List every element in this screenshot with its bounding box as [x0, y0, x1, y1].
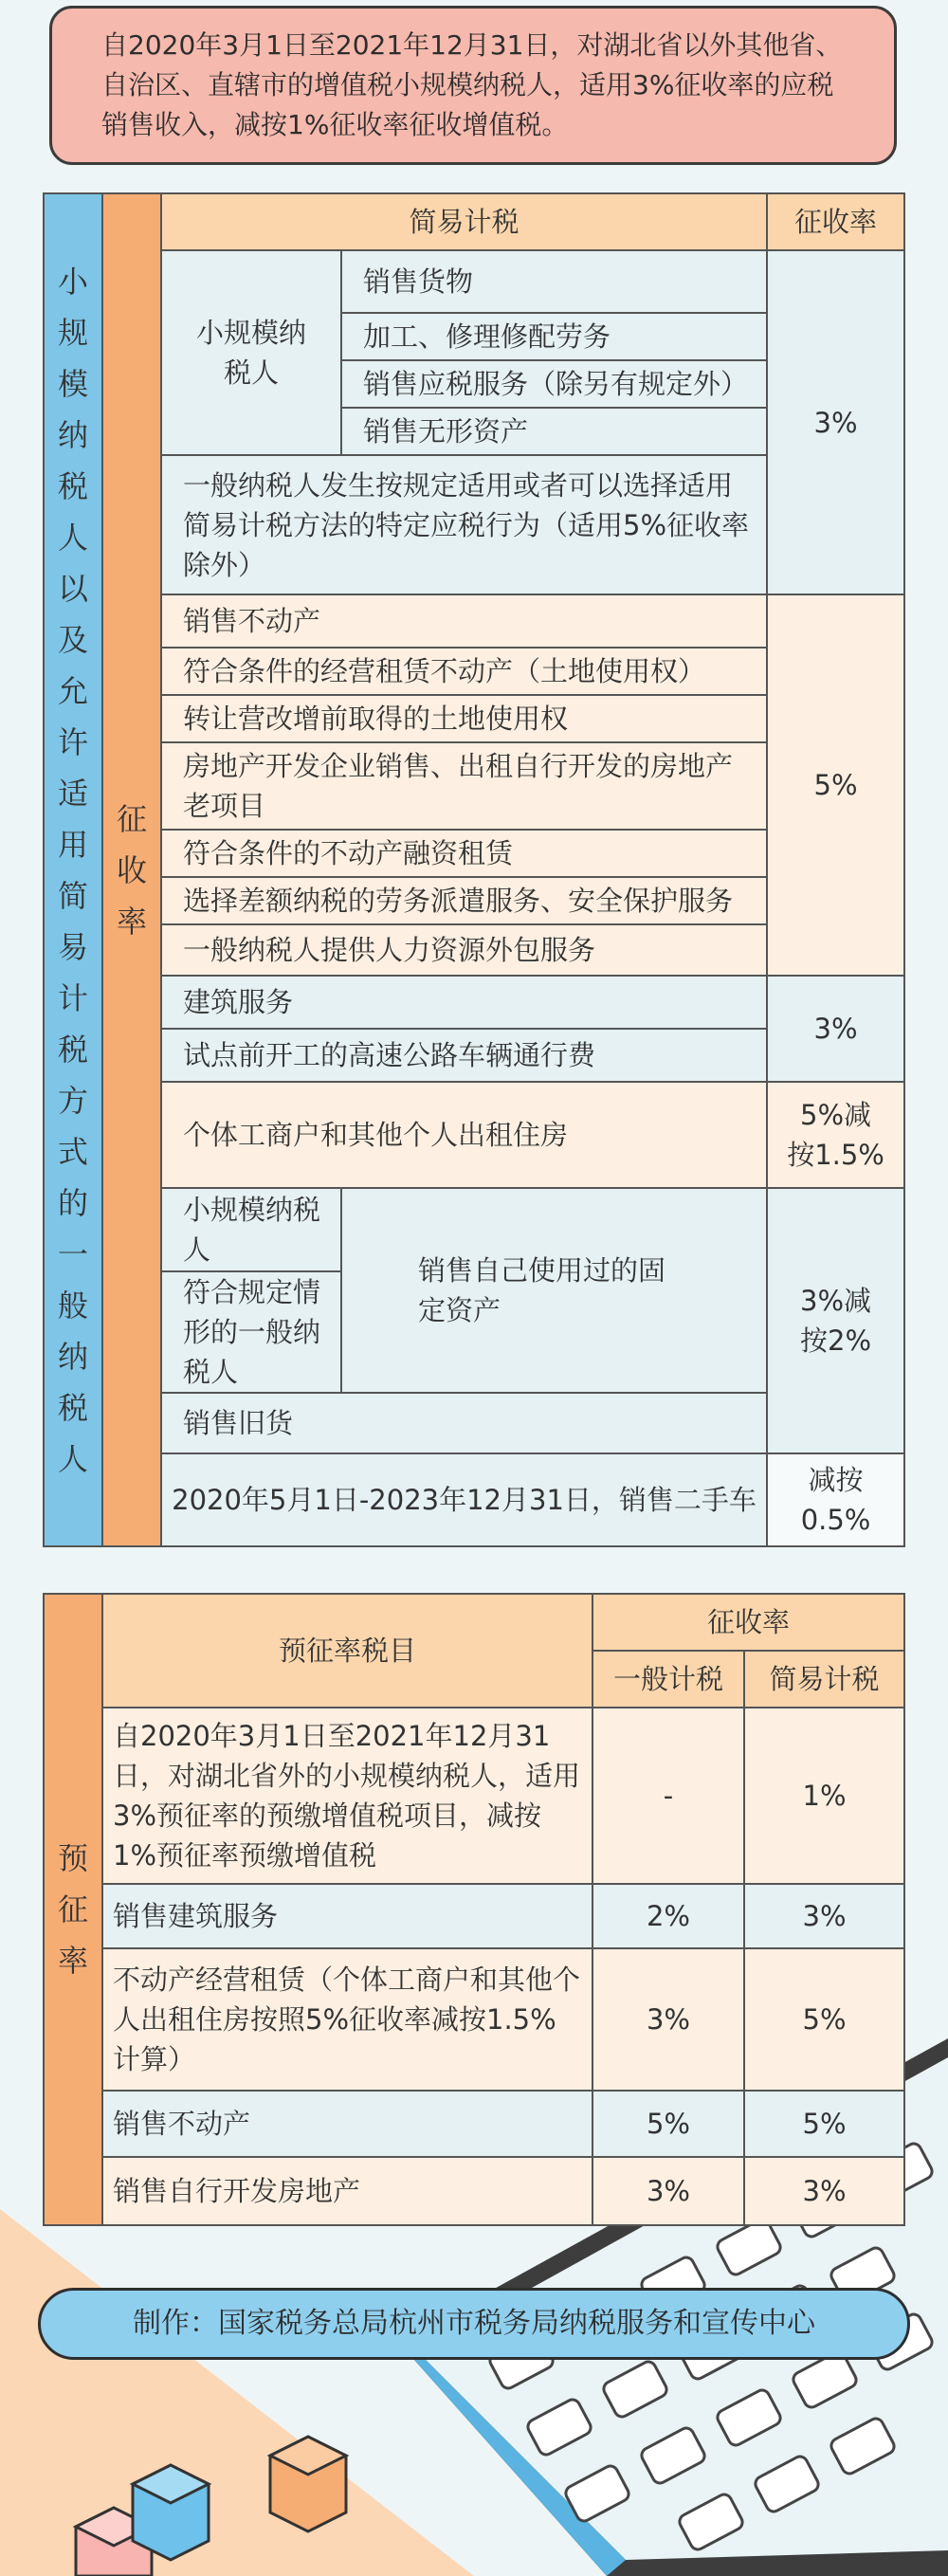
header-simple-tax: 简易计税	[161, 193, 767, 250]
table-row: 不动产经营租赁（个体工商户和其他个人出租住房按照5%征收率减按1.5%计算）	[102, 1948, 592, 2091]
table-cell: 3%	[592, 2157, 744, 2225]
table-row: 符合规定情形的一般纳税人	[161, 1271, 341, 1393]
table-cell: 3%	[744, 1884, 904, 1948]
header-general-tax: 一般计税	[592, 1651, 744, 1708]
table-cell: 5%	[592, 2091, 744, 2157]
rate-cell: 3%	[767, 250, 904, 594]
rate-cell: 5%	[767, 594, 904, 976]
table-row: 加工、修理修配劳务	[341, 313, 767, 360]
side-label-rate: 征收率	[102, 193, 161, 1546]
table-row: 一般纳税人提供人力资源外包服务	[161, 924, 767, 976]
rate-cell: 减按0.5%	[767, 1453, 904, 1546]
table-row: 销售货物	[341, 250, 767, 313]
header-simple-tax: 简易计税	[744, 1651, 904, 1708]
header-prepaid-item: 预征率税目	[102, 1594, 592, 1708]
table-row: 销售应税服务（除另有规定外）	[341, 360, 767, 408]
table-cell: 3%	[592, 1948, 744, 2091]
prepaid-rate-table	[43, 1593, 905, 2226]
table-cell: 5%	[744, 1948, 904, 2091]
header-rate: 征收率	[767, 193, 904, 250]
table-row: 销售无形资产	[341, 408, 767, 455]
simple-tax-rate-table	[43, 192, 905, 1547]
table-cell: -	[592, 1708, 744, 1884]
table-cell: 5%	[744, 2091, 904, 2157]
table-row: 选择差额纳税的劳务派遣服务、安全保护服务	[161, 877, 767, 924]
table-row: 符合条件的不动产融资租赁	[161, 830, 767, 877]
table-row: 个体工商户和其他个人出租住房	[161, 1082, 767, 1188]
side-label-taxpayers: 小规模纳税人以及允许适用简易计税方式的一般纳税人	[44, 193, 102, 1546]
table-row: 销售自己使用过的固定资产	[341, 1188, 767, 1393]
table-row: 销售不动产	[102, 2091, 592, 2157]
side-label-prepaid: 预征率	[44, 1594, 102, 2225]
footer-text: 制作：国家税务总局杭州市税务局纳税服务和宣传中心	[133, 2307, 815, 2340]
table-row: 销售旧货	[161, 1393, 767, 1453]
rate-cell: 3%	[767, 976, 904, 1082]
table-row: 转让营改增前取得的土地使用权	[161, 695, 767, 742]
table-row: 房地产开发企业销售、出租自行开发的房地产老项目	[161, 742, 767, 830]
rate-cell: 5%减按1.5%	[767, 1082, 904, 1188]
table-row: 一般纳税人发生按规定适用或者可以选择适用简易计税方法的特定应税行为（适用5%征收率除外）	[161, 455, 767, 594]
table-cell: 2%	[592, 1884, 744, 1948]
table-row: 销售不动产	[161, 594, 767, 648]
footer-credit	[38, 2288, 910, 2360]
table-cell: 1%	[744, 1708, 904, 1884]
table-row: 小规模纳税人	[161, 1188, 341, 1271]
table-row: 符合条件的经营租赁不动产（土地使用权）	[161, 648, 767, 695]
table-row: 销售自行开发房地产	[102, 2157, 592, 2225]
small-scale-taxpayer-label: 小规模纳税人	[161, 250, 341, 455]
notice-box	[49, 6, 897, 165]
table-row: 试点前开工的高速公路车辆通行费	[161, 1029, 767, 1082]
table-cell: 3%	[744, 2157, 904, 2225]
table-row: 销售建筑服务	[102, 1884, 592, 1948]
table-row: 2020年5月1日-2023年12月31日，销售二手车	[161, 1453, 767, 1546]
rate-cell: 3%减按2%	[767, 1188, 904, 1453]
notice-text: 自2020年3月1日至2021年12月31日，对湖北省以外其他省、自治区、直辖市的增值税小规模纳税人，适用3%征收率的应税销售收入，减按1%征收率征收增值税。	[101, 29, 843, 140]
table-row: 建筑服务	[161, 976, 767, 1029]
table-row: 自2020年3月1日至2021年12月31日，对湖北省外的小规模纳税人，适用3%预征率的预缴增值税项目，减按1%预征率预缴增值税	[102, 1708, 592, 1884]
header-rate: 征收率	[592, 1594, 904, 1651]
